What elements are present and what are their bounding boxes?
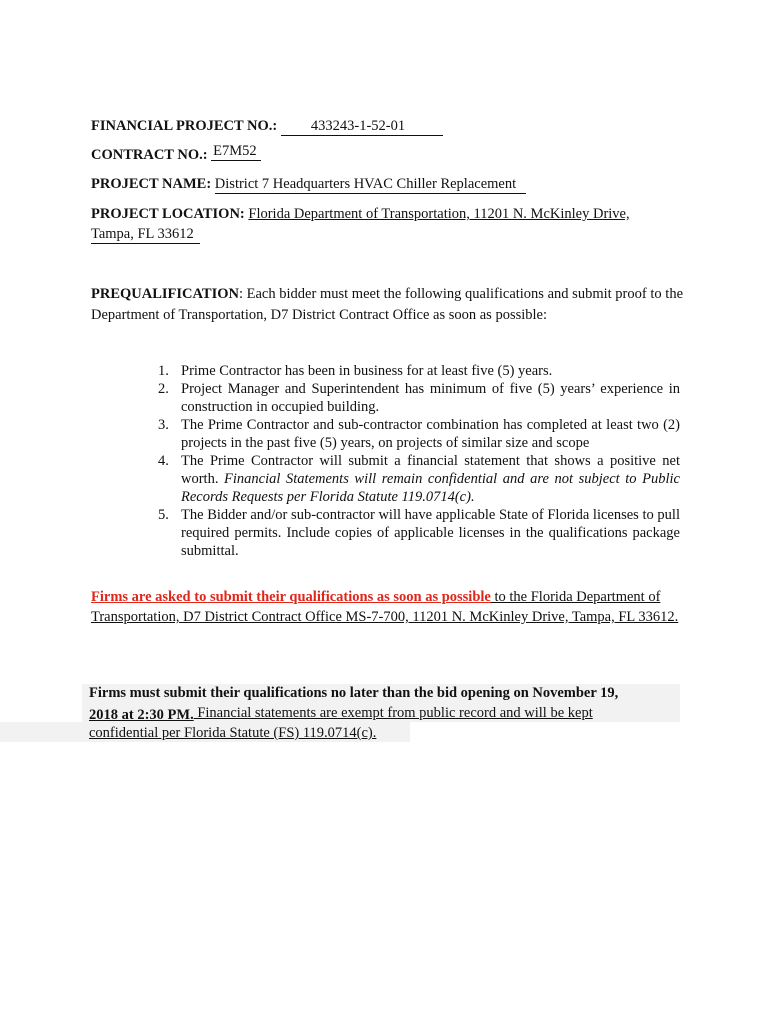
deadline-line-2 xyxy=(89,706,593,724)
deadline-line-1: Firms must submit their qualifications no later than the bid opening on November 19, xyxy=(89,685,619,701)
list-item-text: The Prime Contractor and sub-contractor combination has completed at least two (2) projects in the past five (5) years, on projects of similar size and scope xyxy=(181,417,680,451)
firms-notice-paragraph xyxy=(91,587,683,627)
list-item xyxy=(150,416,680,452)
requirements-list xyxy=(150,362,680,560)
list-item-number: 5. xyxy=(158,507,169,523)
list-item-text: Project Manager and Superintendent has minimum of five (5) years’ experience in construction in occupied building. xyxy=(181,381,680,415)
deadline-line-3: confidential per Florida Statute (FS) 119.0714(c). xyxy=(89,725,377,741)
prequalification-text: : Each bidder must meet the following qualifications and submit proof to the Department of Transportation, D7 District Contract Office as soon as possible: xyxy=(91,286,683,323)
deadline-text: Financial statements are exempt from public record and will be kept xyxy=(193,705,593,721)
financial-project-value: 433243-1-52-01 xyxy=(281,117,443,136)
contract-value: E7M52 xyxy=(211,142,261,161)
project-name-row xyxy=(91,175,526,194)
financial-project-label: FINANCIAL PROJECT NO.: xyxy=(91,118,278,134)
project-location-value-2: Tampa, FL 33612 xyxy=(91,225,200,244)
list-item-text: The Prime Contractor will submit a financial statement that shows a positive net worth. xyxy=(181,453,680,487)
list-item xyxy=(150,452,680,506)
contract-row xyxy=(91,143,261,165)
project-location-row xyxy=(91,205,630,223)
list-item-number: 1. xyxy=(158,363,169,379)
list-item xyxy=(150,380,680,416)
list-item xyxy=(150,506,680,560)
project-name-value: District 7 Headquarters HVAC Chiller Replacement xyxy=(215,175,526,194)
list-item-number: 2. xyxy=(158,381,169,397)
project-location-label: PROJECT LOCATION: xyxy=(91,206,245,222)
contract-label: CONTRACT NO.: xyxy=(91,147,208,163)
financial-project-row xyxy=(91,117,443,136)
firms-notice-highlight: Firms are asked to submit their qualifications as soon as possible xyxy=(91,589,491,605)
project-name-label: PROJECT NAME: xyxy=(91,176,212,192)
project-location-value-1: Florida Department of Transportation, 11201 N. McKinley Drive, xyxy=(248,206,630,222)
firms-notice-text: to the Florida Department of Transportation, D7 District Contract Office MS-7-700, 11201 N. McKinley Drive, Tampa, FL 33612. xyxy=(91,589,679,625)
list-item-number: 3. xyxy=(158,417,169,433)
list-item-text: The Bidder and/or sub-contractor will have applicable State of Florida licenses to pull required permits. Include copies of applicable licenses in the qualifications package submittal. xyxy=(181,507,680,559)
list-item-italic-note: Financial Statements will remain confidential and are not subject to Public Records Requests per Florida Statute 119.0714(c). xyxy=(181,471,680,505)
prequalification-label: PREQUALIFICATION xyxy=(91,286,239,302)
list-item-text: Prime Contractor has been in business for at least five (5) years. xyxy=(181,363,553,379)
prequalification-paragraph xyxy=(91,284,683,326)
list-item-number: 4. xyxy=(158,453,169,469)
list-item xyxy=(150,362,680,380)
project-location-row-2 xyxy=(91,225,200,244)
deadline-date: 2018 at 2:30 PM. xyxy=(89,707,194,723)
